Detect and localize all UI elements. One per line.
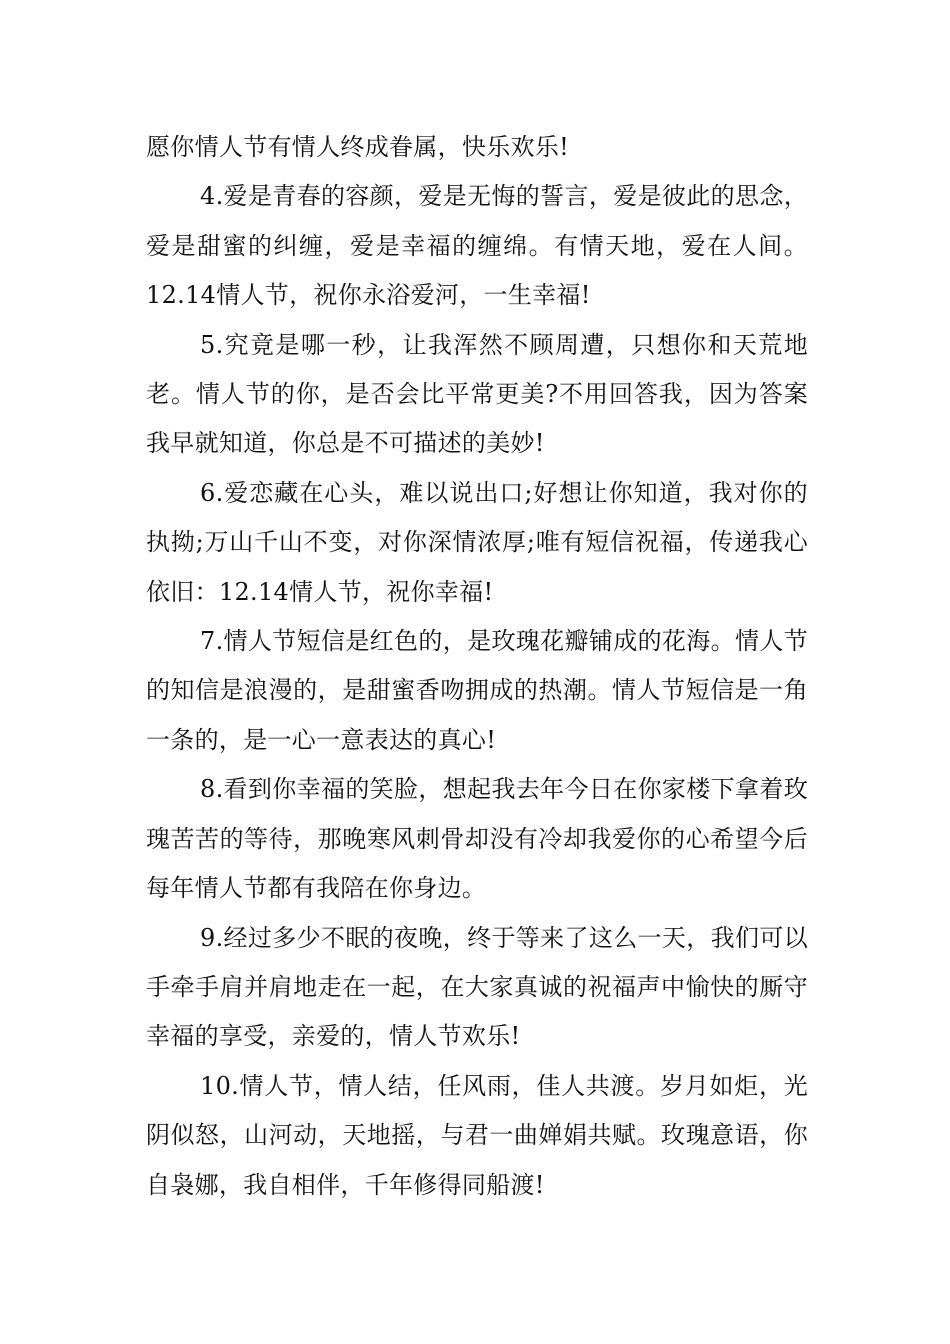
paragraph-item-9: 9.经过多少不眠的夜晚，终于等来了这么一天，我们可以手牵手肩并肩地走在一起，在大家真诚的祝福声中愉快的厮守幸福的享受，亲爱的，情人节欢乐! (146, 923, 808, 1051)
paragraph-item-10: 10.情人节，情人结，任风雨，佳人共渡。岁月如炬，光阴似怒，山河动，天地摇，与君一曲婵娟共赋。玫瑰意语，你自袅娜，我自相伴，千年修得同船渡! (146, 1071, 808, 1199)
paragraph-continuation: 愿你情人节有情人终成眷属，快乐欢乐! (146, 133, 570, 161)
document-body (146, 123, 808, 1210)
paragraph-item-4: 4.爱是青春的容颜，爱是无悔的誓言，爱是彼此的思念，爱是甜蜜的纠缠，爱是幸福的缠绵。有情天地，爱在人间。12.14情人节，祝你永浴爱河，一生幸福! (146, 182, 808, 310)
paragraph-item-5: 5.究竟是哪一秒，让我浑然不顾周遭，只想你和天荒地老。情人节的你，是否会比平常更美?不用回答我，因为答案我早就知道，你总是不可描述的美妙! (146, 330, 808, 458)
paragraph-item-6: 6.爱恋藏在心头，难以说出口;好想让你知道，我对你的执拗;万山千山不变，对你深情浓厚;唯有短信祝福，传递我心依旧：12.14情人节，祝你幸福! (146, 478, 808, 606)
paragraph-item-7: 7.情人节短信是红色的，是玫瑰花瓣铺成的花海。情人节的知信是浪漫的，是甜蜜香吻拥成的热潮。情人节短信是一角一条的，是一心一意表达的真心! (146, 627, 808, 754)
paragraph-item-8: 8.看到你幸福的笑脸，想起我去年今日在你家楼下拿着玫瑰苦苦的等待，那晚寒风刺骨却没有冷却我爱你的心希望今后每年情人节都有我陪在你身边。 (146, 775, 808, 903)
